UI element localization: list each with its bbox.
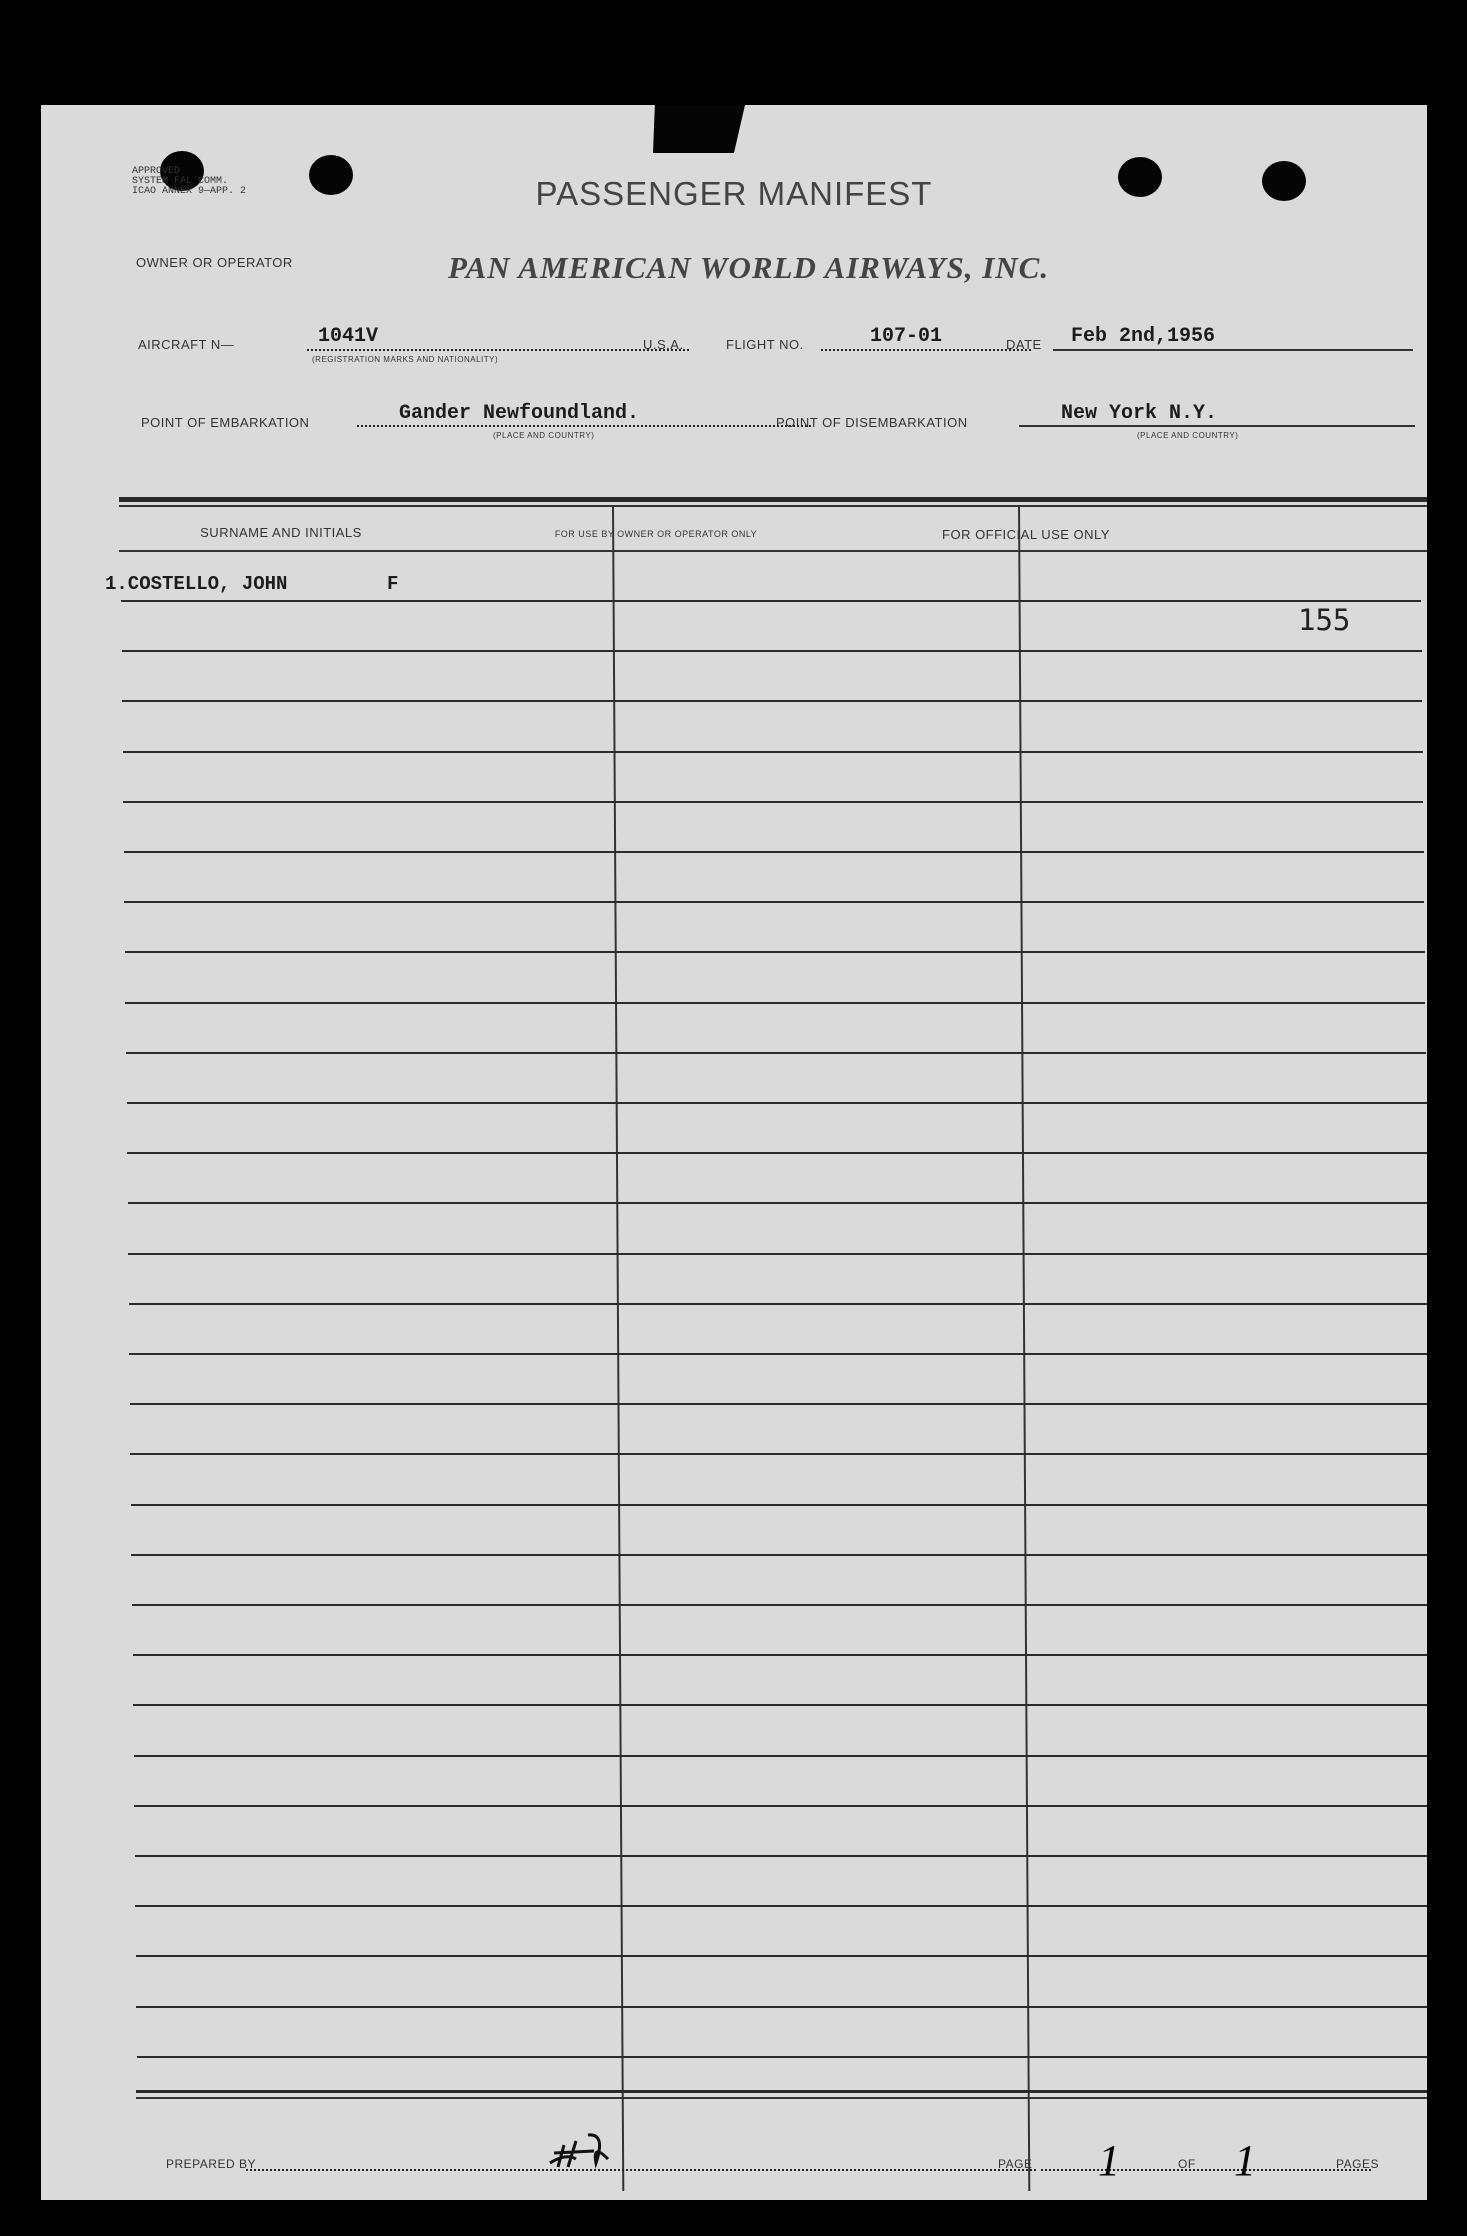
page-title: PASSENGER MANIFEST	[535, 175, 933, 212]
preparer-signature	[546, 2123, 636, 2173]
page-tab-cutout	[653, 105, 745, 153]
passenger-name: 1.COSTELLO, JOHN	[105, 573, 288, 595]
page-value: 1	[1098, 2136, 1120, 2185]
table-row	[123, 801, 1423, 803]
approval-line: SYSTEM FAL COMM.	[132, 176, 229, 187]
table-row	[121, 600, 1421, 602]
pages-line	[1041, 2169, 1371, 2171]
table-top-border-2	[119, 505, 1427, 507]
of-value: 1	[1234, 2136, 1256, 2185]
aircraft-label: AIRCRAFT N—	[138, 337, 235, 352]
table-row	[131, 1554, 1427, 1556]
manifest-page	[41, 105, 1427, 2200]
embarkation-underline	[357, 425, 811, 427]
aircraft-underline	[307, 349, 689, 351]
table-row	[129, 1353, 1427, 1355]
page-label: PAGE	[998, 2157, 1033, 2171]
registration-caption: (REGISTRATION MARKS AND NATIONALITY)	[312, 355, 499, 364]
table-row	[133, 1704, 1427, 1706]
table-row	[124, 851, 1424, 853]
nationality-label: U.S.A.	[643, 337, 684, 352]
table-row	[128, 1253, 1427, 1255]
embarkation-caption: (PLACE AND COUNTRY)	[493, 431, 595, 440]
header-divider	[119, 550, 1427, 552]
table-row	[131, 1504, 1427, 1506]
disembarkation-underline	[1019, 425, 1415, 427]
table-bottom-border	[136, 2090, 1427, 2093]
prepared-by-line	[246, 2169, 1036, 2171]
embarkation-value: Gander Newfoundland.	[399, 402, 640, 425]
table-row	[124, 901, 1424, 903]
of-label: OF	[1178, 2157, 1196, 2171]
table-row	[127, 1102, 1427, 1104]
table-row	[132, 1604, 1427, 1606]
operator-name: PAN AMERICAN WORLD AIRWAYS, INC.	[448, 250, 1050, 285]
flight-underline	[821, 349, 1031, 351]
date-label: DATE	[1006, 337, 1042, 352]
embarkation-label: POINT OF EMBARKATION	[141, 415, 310, 430]
flight-label: FLIGHT NO.	[726, 337, 804, 352]
table-row	[130, 1403, 1427, 1405]
table-row	[127, 1152, 1427, 1154]
flight-value: 107-01	[870, 325, 943, 348]
owner-label: OWNER OR OPERATOR	[136, 255, 293, 270]
pages-label: PAGES	[1336, 2157, 1379, 2171]
table-row	[134, 1805, 1427, 1807]
aircraft-value: 1041V	[318, 325, 379, 348]
table-bottom-border-2	[136, 2097, 1427, 2099]
table-row	[136, 1955, 1427, 1957]
table-row	[134, 1755, 1427, 1757]
official-number: 155	[1298, 603, 1351, 637]
table-row	[125, 951, 1425, 953]
table-row	[135, 1905, 1427, 1907]
table-row	[122, 650, 1422, 652]
table-row	[126, 1052, 1426, 1054]
table-row	[135, 1855, 1427, 1857]
column-header-operator: FOR USE BY OWNER OR OPERATOR ONLY	[554, 529, 758, 539]
table-row	[136, 2006, 1427, 2008]
column-divider-2	[1018, 505, 1030, 2191]
column-header-official: FOR OFFICIAL USE ONLY	[942, 527, 1110, 542]
table-row	[137, 2056, 1427, 2058]
table-row	[130, 1453, 1427, 1455]
approval-line: ICAO ANNEX 9—APP. 2	[132, 186, 247, 197]
table-row	[128, 1202, 1427, 1204]
table-row	[129, 1303, 1427, 1305]
table-top-border	[119, 497, 1427, 502]
column-divider-1	[612, 505, 624, 2191]
table-row	[125, 1002, 1425, 1004]
disembarkation-value: New York N.Y.	[1061, 402, 1218, 425]
approval-line: APPROVED	[132, 166, 181, 177]
disembarkation-caption: (PLACE AND COUNTRY)	[1137, 431, 1239, 440]
disembarkation-label: POINT OF DISEMBARKATION	[776, 415, 968, 430]
date-underline	[1053, 349, 1413, 351]
table-row	[122, 700, 1422, 702]
passenger-initial: F	[387, 573, 399, 595]
prepared-by-label: PREPARED BY	[166, 2157, 256, 2171]
table-row	[123, 751, 1423, 753]
column-header-surname: SURNAME AND INITIALS	[200, 525, 362, 540]
table-row	[133, 1654, 1427, 1656]
date-value: Feb 2nd,1956	[1071, 325, 1216, 348]
